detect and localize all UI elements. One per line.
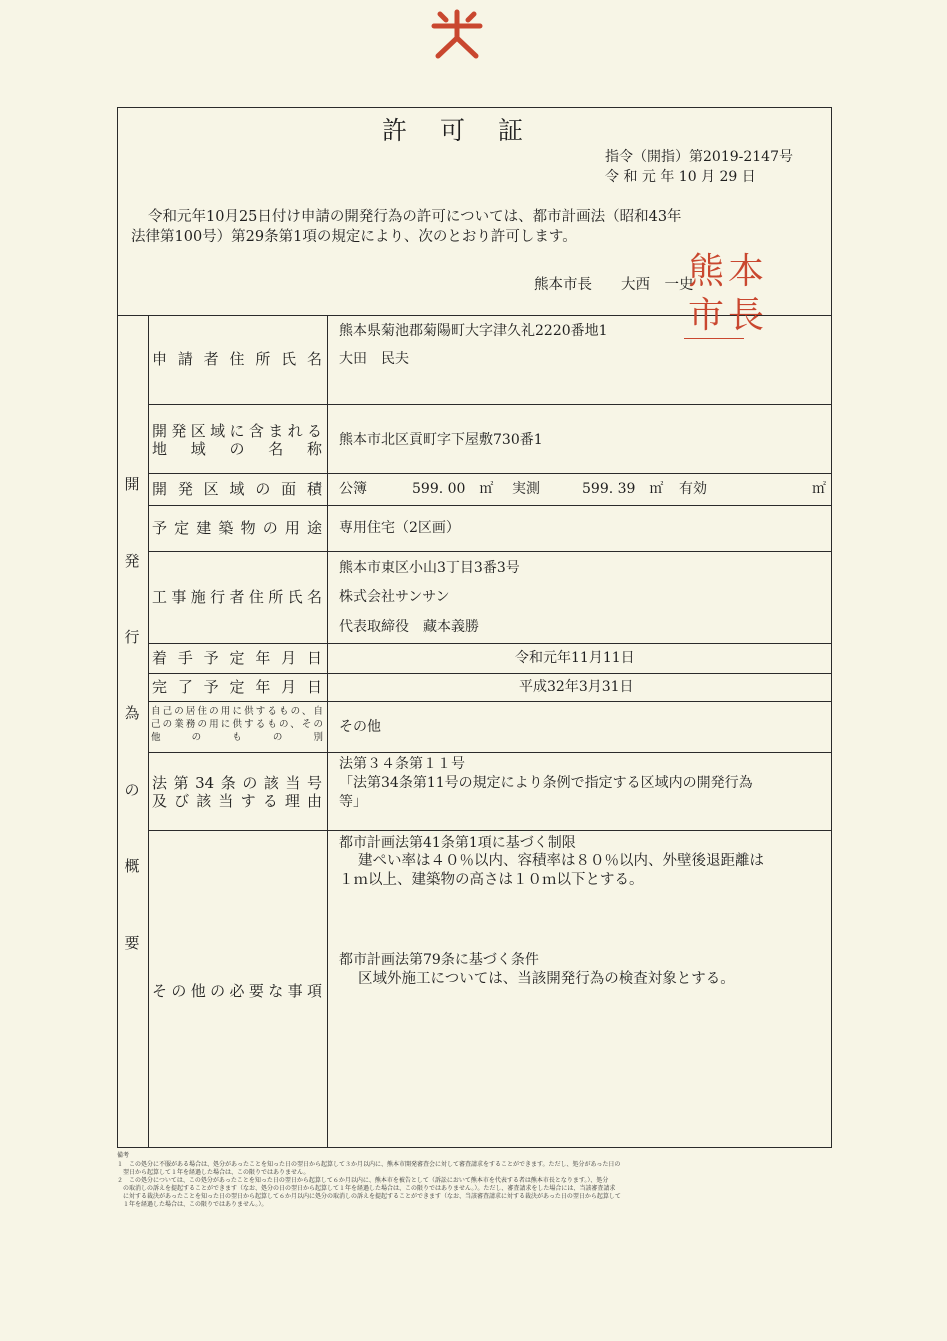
building-use-value: 専用住宅（2区画） [339,520,460,536]
document-title: 許 可 証 [382,116,528,145]
label-area-name-line2: 地域の名称 [152,440,322,458]
area-effective-unit: ㎡ [812,481,826,497]
applicant-name: 大田 民夫 [339,351,409,367]
label-purpose-line3: 他のもの別 [151,732,323,743]
condition1-line1: 建ぺい率は４０％以内、容積率は８０％以内、外壁後退距離は [358,853,764,869]
label-area-name-line1: 開発区域に含まれる [152,422,322,440]
area-name-value: 熊本市北区貢町字下屋敷730番1 [339,432,543,448]
contractor-company: 株式会社サンサン [339,589,450,605]
mayor-seal: 熊 本 市 長 [684,252,778,344]
body-text-line1: 令和元年10月25日付け申請の開発行為の許可については、都市計画法（昭和43年 [148,209,682,225]
reference-number: 指令（開指）第2019-2147号 [605,149,793,165]
label-purpose-line2: 己の業務の用に供するもの、その [151,719,323,730]
label-building-use: 予定建築物の用途 [152,519,322,537]
area-registry-label: 公簿 [339,481,367,497]
remarks-heading: 備考 [117,1152,130,1159]
end-date-value: 平成32年3月31日 [519,679,634,695]
label-purpose-line1: 自己の居住の用に供するもの、自 [151,706,323,717]
top-stamp-mark [428,8,486,60]
area-survey-label: 実測 [512,481,540,497]
signatory: 熊本市長 大西 一史 [534,277,694,293]
condition1-title: 都市計画法第41条第1項に基づく制限 [339,835,576,851]
body-text-line2: 法律第100号）第29条第1項の規定により、次のとおり許可します。 [131,229,577,245]
purpose-value: その他 [339,719,381,735]
area-effective-label: 有効 [679,481,707,497]
area-survey-value: 599. 39 ㎡ [582,481,664,497]
label-other-required: その他の必要な事項 [152,982,322,1000]
article34-value-line3: 等」 [339,794,367,810]
condition2-title: 都市計画法第79条に基づく条件 [339,952,539,968]
label-article34-line1: 法第34条の該当号 [152,774,322,792]
issue-date: 令 和 元 年 10 月 29 日 [605,169,756,185]
label-start-date: 着手予定年月日 [152,649,322,667]
article34-value-line1: 法第３４条第１１号 [339,756,465,772]
label-end-date: 完了予定年月日 [152,678,322,696]
area-registry-value: 599. 00 ㎡ [412,481,494,497]
start-date-value: 令和元年11月11日 [515,650,635,666]
label-applicant: 申請者住所氏名 [152,350,322,368]
contractor-representative: 代表取締役 藏本義勝 [339,619,479,635]
applicant-address: 熊本県菊池郡菊陽町大字津久礼2220番地1 [339,323,608,339]
label-contractor: 工事施行者住所氏名 [152,588,322,606]
label-article34-line2: 及び該当する理由 [152,792,322,810]
label-area-size: 開発区域の面積 [152,480,322,498]
contractor-address: 熊本市東区小山3丁目3番3号 [339,560,520,576]
article34-value-line2: 「法第34条第11号の規定により条例で指定する区域内の開発行為 [339,775,753,791]
condition2-line1: 区域外施工については、当該開発行為の検査対象とする。 [358,971,735,987]
condition1-line2: １ｍ以上、建築物の高さは１０ｍ以下とする。 [339,872,644,888]
